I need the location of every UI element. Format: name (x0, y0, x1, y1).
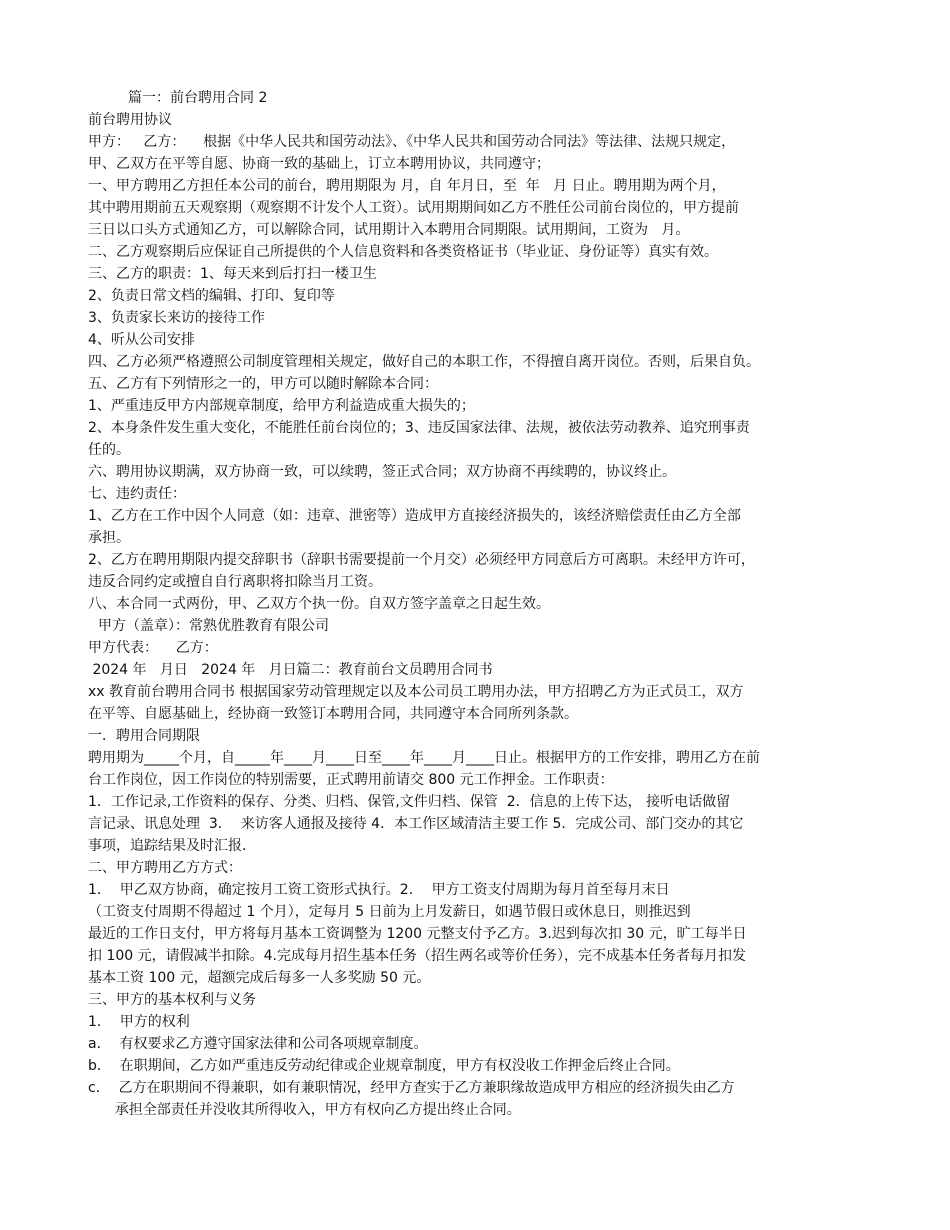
text-line: 1、严重违反甲方内部规章制度，给甲方利益造成重大损失的； (88, 398, 475, 414)
text-line: 1．工作记录,工作资料的保存、分类、归档、保管,文件归档、保管 2．信息的上传下达， 接听电话做留 (88, 794, 731, 810)
text-line: 一．聘用合同期限 (88, 728, 200, 744)
text-line: 2、本身条件发生重大变化，不能胜任前台岗位的；3、违反国家法律、法规，被依法劳动教养、追究刑事责 (88, 420, 750, 436)
document-page (88, 87, 868, 1121)
text-line: 2、乙方在聘用期限内提交辞职书（辞职书需要提前一个月交）必须经甲方同意后方可离职。未经甲方许可， (88, 552, 755, 568)
text-line: 4、听从公司安排 (88, 332, 195, 348)
text-line: 3、负责家长来访的接待工作 (88, 310, 265, 326)
text-line: 甲方： 乙方： 根据《中华人民共和国劳动法》、《中华人民共和国劳动合同法》等法律、法规只规定， (88, 134, 736, 150)
text-line: 其中聘用期前五天观察期（观察期不计发个人工资）。试用期期间如乙方不胜任公司前台岗位的，甲方提前 (88, 200, 739, 216)
text-line: 2、负责日常文档的编辑、打印、复印等 (88, 288, 335, 304)
text-line: 甲、乙双方在平等自愿、协商一致的基础上，订立本聘用协议，共同遵守； (88, 156, 550, 172)
text-line: c． 乙方在职期间不得兼职，如有兼职情况，经甲方查实于乙方兼职缘故造成甲方相应的经济损失由乙方 (88, 1080, 735, 1096)
text-line: 承担。 (88, 530, 130, 546)
text-line: 八、本合同一式两份，甲、乙双方个执一份。自双方签字盖章之日起生效。 (88, 596, 550, 612)
text-line: 基本工资 100 元，超额完成后每多一人多奖励 50 元。 (88, 970, 431, 986)
text-line: 二、乙方观察期后应保证自己所提供的个人信息资料和各类资格证书（毕业证、身份证等）真实有效。 (88, 244, 718, 260)
text-line: 在平等、自愿基础上，经协商一致签订本聘用合同，共同遵守本合同所列条款。 (88, 706, 578, 722)
date-line: 2024 年 月日 2024 年 月日篇二：教育前台文员聘用合同书 (88, 662, 493, 678)
text-line: xx 教育前台聘用合同书 根据国家劳动管理规定以及本公司员工聘用办法，甲方招聘乙方为正式员工，双方 (88, 684, 744, 700)
text-line: 扣 100 元，请假减半扣除。4.完成每月招生基本任务（招生两名或等价任务），完不成基本任务者每月扣发 (88, 948, 746, 964)
text-line: 四、乙方必须严格遵照公司制度管理相关规定，做好自己的本职工作，不得擅自离开岗位。否则，后果自负。 (88, 354, 760, 370)
text-line: 最近的工作日支付，甲方将每月基本工资调整为 1200 元整支付予乙方。3.迟到每次扣 30 元，旷工每半日 (88, 926, 747, 942)
text-line: 1． 甲乙双方协商，确定按月工资工资形式执行。2． 甲方工资支付周期为每月首至每月末日 (88, 882, 670, 898)
text-line: b． 在职期间，乙方如严重违反劳动纪律或企业规章制度，甲方有权没收工作押金后终止合同。 (88, 1058, 680, 1074)
text-line: 六、聘用协议期满，双方协商一致，可以续聘，签正式合同；双方协商不再续聘的，协议终止。 (88, 464, 676, 480)
text-line: 1、乙方在工作中因个人同意（如：违章、泄密等）造成甲方直接经济损失的，该经济赔偿责任由乙方全部 (88, 508, 741, 524)
text-line: 违反合同约定或擅自自行离职将扣除当月工资。 (88, 574, 382, 590)
text-line: 1． 甲方的权利 (88, 1014, 190, 1030)
text-line: 二、甲方聘用乙方方式： (88, 860, 242, 876)
text-line: （工资支付周期不得超过 1 个月），定每月 5 日前为上月发薪日，如遇节假日或休息日，则推迟到 (88, 904, 691, 920)
text-line: 七、违约责任： (88, 486, 186, 502)
section-title: 篇一：前台聘用合同 2 (128, 90, 268, 106)
text-line: 一、甲方聘用乙方担任本公司的前台，聘用期限为 月，自 年月日，至 年 月 日止。聘用期为两个月， (88, 178, 726, 194)
text-line: a． 有权要求乙方遵守国家法律和公司各项规章制度。 (88, 1036, 428, 1052)
text-line: 承担全部责任并没收其所得收入，甲方有权向乙方提出终止合同。 (88, 1102, 521, 1118)
text-line: 事项，追踪结果及时汇报． (88, 838, 256, 854)
text-line: 言记录、讯息处理 3． 来访客人通报及接待 4．本工作区域清洁主要工作 5．完成公司、部门交办的其它 (88, 816, 744, 832)
text-line: 五、乙方有下列情形之一的，甲方可以随时解除本合同： (88, 376, 438, 392)
text-line: 任的。 (88, 442, 130, 458)
text-line: 三、甲方的基本权利与义务 (88, 992, 256, 1008)
text-line: 三日以口头方式通知乙方，可以解除合同，试用期计入本聘用合同期限。试用期间，工资为 月。 (88, 222, 690, 238)
signature-line: 甲方（盖章）：常熟优胜教育有限公司 (98, 618, 329, 634)
text-line: 台工作岗位，因工作岗位的特别需要，正式聘用前请交 800 元工作押金。工作职责： (88, 772, 614, 788)
agreement-heading: 前台聘用协议 (88, 112, 172, 128)
signature-line: 甲方代表： 乙方： (88, 640, 218, 656)
text-line: 聘用期为_____个月，自_____年____月____日至____年____月____日止。根据甲方的工作安排，聘用乙方在前 (88, 750, 760, 766)
text-line: 三、乙方的职责：1、每天来到后打扫一楼卫生 (88, 266, 377, 282)
